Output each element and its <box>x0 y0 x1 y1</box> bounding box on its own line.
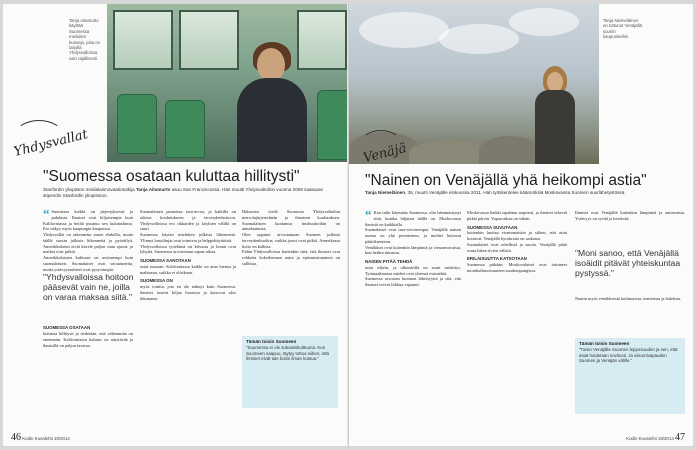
pull-quote: "Yhdysvalloissa hoitoon pääsevät vain ne, joilla on varaa maksaa siitä." <box>43 272 134 302</box>
photo-bus-interior <box>107 4 347 162</box>
info-box <box>242 336 338 408</box>
right-page <box>349 4 693 446</box>
headline: "Suomessa osataan kuluttaa hillitysti" <box>43 168 300 185</box>
column-2: Suomalainen painottaa tasa-arvoa, ja kaikilla on oikeus koulutukseen ja terveydenhoitoon. Yhdysvalloissa ero rikkaiden ja köyhien välillä on suuri. Suomessa käytän mieluiten julkista liikennettä. Ylinnyt bussilinjat ovat toimivia ja helppokäyttöisiä. Yhdysvalloissa työelämä on kiivasta ja lomat ovat lyhyitä. Suomessa arvostetaan vapaa-aikaa. SUOMESSA SANOTAAN asiat suoraan. Kaliforniassa kaikki on aina hienoa ja mahtavaa, vaikka ei olisikaan. SUOMESSA ON myös tonttia, jota en ole nähnyt kuin Suomessa: ihmiset istuvat hiljaa bussissa ja katsovat ulos ikkunasta. <box>140 209 236 301</box>
page-footer <box>626 432 685 443</box>
page-number: 47 <box>675 432 685 443</box>
left-page <box>3 4 347 446</box>
section-tag: Yhdysvallat <box>12 127 90 160</box>
info-box-title: Tämän toisin Suomeen <box>246 339 297 344</box>
page-number: 46 <box>11 432 21 443</box>
column-1: “ Suomessa kaikki on järjestyksessä ja puhdasta. Ihmiset ovat hiljaisempia kuin Kaliforniassa ja heiltä puuttuu sen kulutushimo. Ero näkyy myös kaupungin kaupoissa. Yhdysvallat on rakennettu auton ehdoilla, mutta täällä suosin julkista liikennettä ja pyöräilyä. Amerikkalaiset eivät kävele paljon vaan ajavat, ja matkat ovat pitkiä. Amerikkalaisten kulttuuri on avoimempi kuin suomalaisten. Suomalaiset ovat varautuneita, mutta ystävyyssuhteet ovat pysyvämpiä. SUOMESSA OSATAAN kuluttaa hillitysti ja tiedetään, että vähemmän on enemmän. Kaliforniassa kulutus on näyttävää ja ihmisillä on paljon tavaraa. <box>43 209 133 348</box>
info-box-text: "Suomessa ei ole sukulaiskulttuuria. Kun Suomeen saapuu, täytyy tottua siihen, että ihmiset eivät tule kotiin ilman kutsua." <box>246 345 329 362</box>
info-box <box>575 338 685 414</box>
column-3-top: Ihmiset ovat Venäjällä kuitenkin lämpimiä ja auttavaisia. Ystävyys on syvää ja kestävää. <box>575 210 685 221</box>
quote-icon: “ <box>365 210 372 222</box>
column-3-bottom: Nautin myös venäläisestä kulttuurista, teatterista ja baletista. <box>575 296 682 301</box>
info-box-title: Tämän toisin Suomeen <box>579 341 630 346</box>
photo-caption: Tanja Niemeläinen on tottunut Venäjällä suuriin kaupunkeihin. <box>603 18 642 40</box>
photo-caption: Tanja Aitamurto käyttää Suomessa mieluiten busseja, joita on tarjolla Yhdysvalloissa vain rajallisesti. <box>69 18 101 61</box>
pull-quote: "Moni sanoo, että Venäjällä isoäidit pitävät yhteiskuntaa pystyssä." <box>575 248 681 278</box>
intro: Stanfordin yliopiston medialainnovaatiotutkija Tanja Aitamurto asuu San Franciscossa. Hän muutti Yhdysvaltoihin vuonna 2008 saatuaan stipendin Stanfordin yliopistoon. <box>43 187 324 198</box>
headline: "Nainen on Venäjällä yhä heikompi astia" <box>365 172 647 189</box>
column-3: Haluaisin viedä Suomesta Yhdysvaltoihin neuvolajärjestelmän ja ilmaisen koulutuksen. Suomalaisten luottamus instituutioihin on ainutlaatuista. Olen oppinut arvostamaan Suomen julkista terveydenhuoltoa, vaikka jonot ovat pitkiä. Amerikassa hoito on kallista. Pidän Yhdysvalloissa kuitenkin siitä, että ihmiset ovat rohkeita kokeilemaan uutta ja epäonnistuminen on sallittua. <box>242 209 340 266</box>
quote-icon: “ <box>43 209 50 221</box>
intro: Tanja Niemeläinen, 35, muutti Venäjälle elokuussa 2011. Hän työskentelee käännöksiä Moskovassa Suomen suurlähetystössä. <box>365 190 626 195</box>
footer-text: Kodin Kuvalehti 19/2014 <box>22 436 70 441</box>
footer-text: Kodin Kuvalehti 19/2014 <box>626 436 674 441</box>
section-tag: Venäjä <box>361 140 408 167</box>
page-footer <box>11 432 70 443</box>
column-2: Moskovassa kaikki tapahtuu nopeasti, ja ihmiset tekevät pitkiä päiviä. Vapaa-aikaa on vähän. SUOMESSA SUVUTAAN kuitenkin luottaa viranomaisiin ja siihen, että asiat hoituvat. Venäjällä byrokratia on raskasta. Suomalaiset ovat rehellisiä ja suoria. Venäjällä pitää osata lukea rivien välistä. ERILAISUUTTA KATSOTAAN Suomessa pitkään. Moskovalaiset ovat tottuneet monikulttuurisuuteen suurkaupungissa. <box>467 210 567 273</box>
column-1: “ Kun tulin käymään Suomessa, olin hämmästynyt siitä, kuinka hiljaista täällä on. Moskovassa ihmisiä on kaikkialla. Suomalaiset ovat tasa-arvoisempia. Venäjällä naisen asema on yhä perinteinen, ja miehet hoitavat päätöksenteon. Venäläiset ovat kuitenkin lämpimiä ja vieraanvaraisia, kun heihin tutustuu. NAISEN PITÄÄ TEHDÄ asiat oikein, ja ulkonäöllä on suuri merkitys. Työmaailmassa miehet ovat yleensä esimiehiä. Suomessa arvostan luonnon läheisyyttä ja sitä, että ihmiset voivat liikkua vapaasti. <box>365 210 461 287</box>
info-box-text: "Toisin Venäjälle Suomen lepposuuden ja sen, että asiat hoidetaan sovitusti. Ja viisumivapauden Suomen ja Venäjän välille." <box>579 347 678 364</box>
